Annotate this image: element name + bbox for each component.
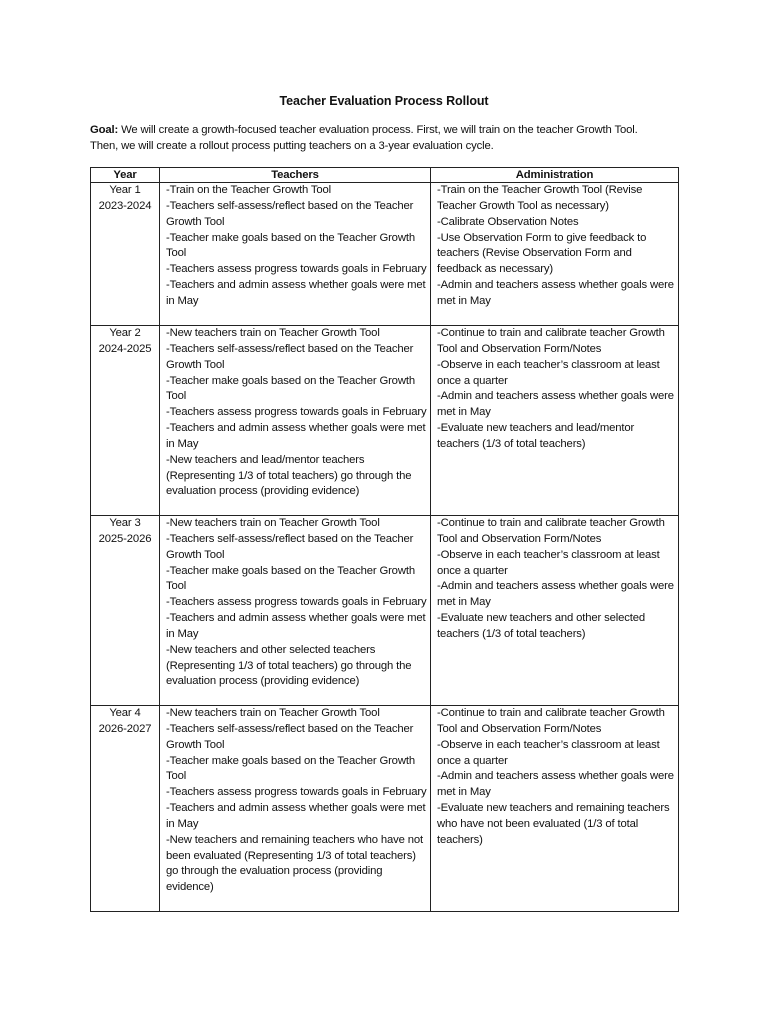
year-cell (91, 706, 160, 912)
list-item: -New teachers and other selected teachers (Representing 1/3 of total teachers) go through the evaluation process (providing evidence) (166, 643, 412, 688)
list-item: -Teachers assess progress towards goals in February (166, 406, 427, 419)
year-cell (91, 516, 160, 706)
list-item: -Teachers self-assess/reflect based on the Teacher Growth Tool (166, 199, 414, 228)
rollout-table (90, 167, 679, 912)
administration-cell (431, 516, 679, 706)
year-range: 2025-2026 (98, 532, 152, 545)
administration-cell (431, 326, 679, 516)
list-item: -Observe in each teacher’s classroom at least once a quarter (437, 738, 660, 767)
list-item: -Use Observation Form to give feedback to teachers (Revise Observation Form and feedback as necessary) (437, 231, 647, 276)
header-administration: Administration (431, 168, 679, 183)
table-row (91, 326, 679, 516)
list-item: -Teachers self-assess/reflect based on the Teacher Growth Tool (166, 722, 414, 751)
list-item: -Teacher make goals based on the Teacher Growth Tool (166, 231, 415, 260)
list-item: -New teachers train on Teacher Growth Tool (166, 517, 380, 529)
teachers-cell (160, 183, 431, 326)
year-range: 2024-2025 (98, 342, 152, 355)
header-teachers: Teachers (160, 168, 431, 183)
list-item: -New teachers and lead/mentor teachers (Representing 1/3 of total teachers) go through the evaluation process (providing evidence) (166, 453, 412, 498)
list-item: -Continue to train and calibrate teacher Growth Tool and Observation Form/Notes (437, 707, 665, 735)
list-item: -Teachers assess progress towards goals in February (166, 263, 427, 276)
list-item: -New teachers and remaining teachers who have not been evaluated (Representing 1/3 of total teachers) go through the evaluation process (providing evidence) (166, 833, 424, 894)
teachers-cell (160, 706, 431, 912)
year-cell (91, 326, 160, 516)
teachers-cell (160, 326, 431, 516)
goal-text-2: Then, we will create a rollout process putting teachers on a 3-year evaluation cycle. (90, 140, 494, 152)
year-label: Year 1 (109, 184, 141, 196)
year-label: Year 2 (109, 327, 141, 339)
administration-cell (431, 706, 679, 912)
administration-cell (431, 183, 679, 326)
header-year: Year (91, 168, 160, 183)
list-item: -Teachers assess progress towards goals in February (166, 596, 427, 609)
table-row (91, 706, 679, 912)
list-item: -Teachers and admin assess whether goals were met in May (166, 612, 426, 640)
list-item: -Teachers self-assess/reflect based on the Teacher Growth Tool (166, 532, 414, 561)
goal-label: Goal: (90, 124, 119, 136)
list-item: -Observe in each teacher’s classroom at least once a quarter (437, 548, 660, 577)
list-item: -Admin and teachers assess whether goals were met in May (437, 580, 674, 609)
list-item: -Teachers assess progress towards goals in February (166, 786, 427, 799)
list-item: -Admin and teachers assess whether goals were met in May (437, 770, 674, 799)
list-item: -Admin and teachers assess whether goals were met in May (437, 279, 674, 307)
list-item: -Teachers and admin assess whether goals were met in May (166, 279, 426, 307)
list-item: -Teachers self-assess/reflect based on the Teacher Growth Tool (166, 342, 414, 371)
list-item: -Train on the Teacher Growth Tool (Revise Teacher Growth Tool as necessary) (437, 184, 643, 212)
year-label: Year 4 (109, 707, 141, 719)
teachers-cell (160, 516, 431, 706)
table-row (91, 516, 679, 706)
list-item: -New teachers train on Teacher Growth Tool (166, 707, 380, 719)
list-item: -Teacher make goals based on the Teacher Growth Tool (166, 374, 415, 403)
list-item: -Train on the Teacher Growth Tool (166, 184, 332, 196)
year-label: Year 3 (109, 517, 141, 529)
year-range: 2026-2027 (98, 722, 152, 735)
list-item: -Evaluate new teachers and lead/mentor teachers (1/3 of total teachers) (437, 422, 635, 450)
table-row (91, 183, 679, 326)
list-item: -Evaluate new teachers and other selected teachers (1/3 of total teachers) (437, 612, 645, 640)
table-header-row (91, 168, 679, 183)
list-item: -Continue to train and calibrate teacher Growth Tool and Observation Form/Notes (437, 517, 665, 545)
list-item: -Teacher make goals based on the Teacher Growth Tool (166, 564, 415, 593)
list-item: -Observe in each teacher’s classroom at least once a quarter (437, 358, 660, 387)
goal-line-1 (90, 122, 690, 138)
year-range: 2023-2024 (98, 199, 152, 212)
goal-paragraph (90, 122, 690, 154)
list-item: -Teacher make goals based on the Teacher Growth Tool (166, 754, 415, 783)
list-item: -Continue to train and calibrate teacher Growth Tool and Observation Form/Notes (437, 327, 665, 355)
list-item: -Admin and teachers assess whether goals were met in May (437, 390, 674, 419)
list-item: -Calibrate Observation Notes (437, 215, 579, 228)
list-item: -Teachers and admin assess whether goals were met in May (166, 422, 426, 450)
list-item: -New teachers train on Teacher Growth Tool (166, 327, 380, 339)
list-item: -Teachers and admin assess whether goals were met in May (166, 802, 426, 830)
year-cell (91, 183, 160, 326)
document-title: Teacher Evaluation Process Rollout (279, 94, 489, 108)
goal-text-1: We will create a growth-focused teacher evaluation process. First, we will train on the teacher Growth Tool. (118, 124, 638, 136)
list-item: -Evaluate new teachers and remaining teachers who have not been evaluated (1/3 of total teachers) (437, 802, 670, 846)
